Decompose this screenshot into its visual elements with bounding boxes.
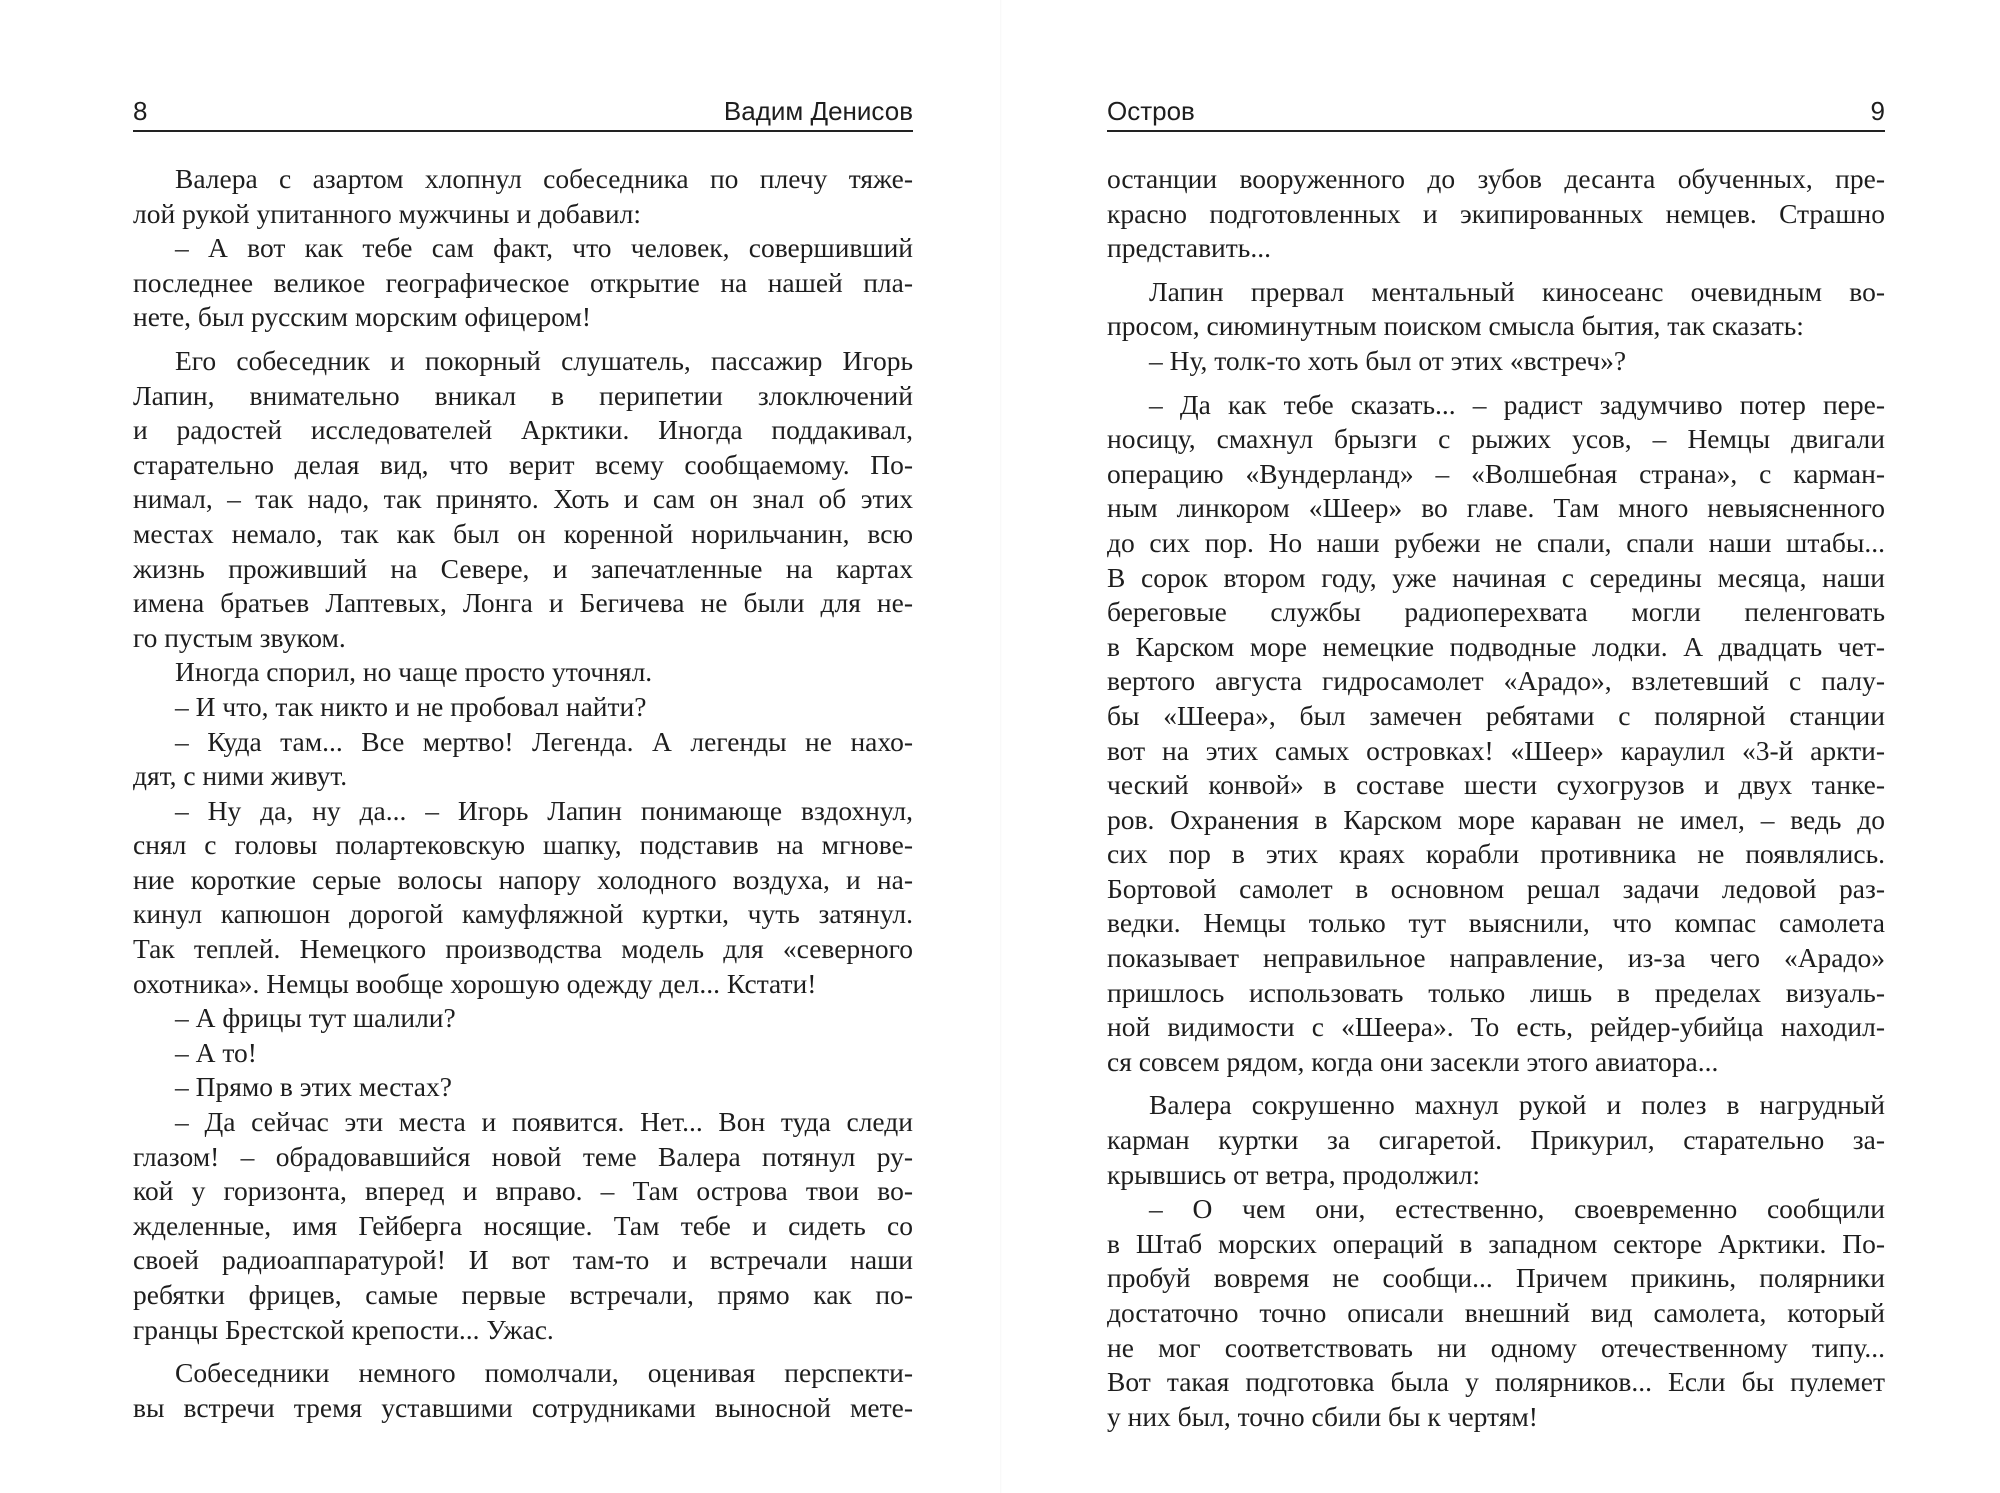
- text-line: ным линкором «Шеер» во главе. Там много невыясненного: [1107, 492, 1885, 524]
- book-title-header: Остров: [1107, 96, 1195, 126]
- text-line: крывшись от ветра, продолжил:: [1107, 1158, 1481, 1190]
- paragraph-gap: [1107, 379, 1885, 388]
- paragraph-gap: [1107, 1079, 1885, 1088]
- text-line: пришлось использовать только лишь в пределах визуаль-: [1107, 976, 1885, 1008]
- text-line: и радостей исследователей Арктики. Иногда поддакивал,: [133, 414, 913, 446]
- text-line: в Штаб морских операций в западном секторе Арктики. По-: [1107, 1227, 1885, 1259]
- text-line: останции вооруженного до зубов десанта обученных, пре-: [1107, 163, 1885, 194]
- text-line: ся совсем рядом, когда они засекли этого авиатора...: [1107, 1045, 1719, 1077]
- text-line: жделенные, имя Гейберга носящие. Там тебе и сидеть со: [133, 1209, 913, 1241]
- page-number: 8: [133, 96, 148, 126]
- text-line: у них был, точно сбили бы к чертям!: [1107, 1400, 1538, 1432]
- text-line: просом, сиюминутным поиском смысла бытия, так сказать:: [1107, 310, 1804, 342]
- text-line: Валера сокрушенно махнул рукой и полез в нагрудный: [1149, 1089, 1885, 1121]
- text-line: снял с головы полартековскую шапку, подставив на мгнове-: [133, 829, 913, 861]
- text-line: сих пор в этих краях корабли противника не появлялись.: [1107, 838, 1885, 870]
- text-line: кинул капюшон дорогой камуфляжной куртки, чуть затянул.: [133, 898, 913, 930]
- text-line: ведки. Немцы только тут выяснили, что компас самолета: [1107, 907, 1885, 939]
- text-line: Собеседники немного помолчали, оценивая перспекти-: [175, 1357, 913, 1389]
- text-line: го пустым звуком.: [133, 621, 346, 653]
- text-line: Иногда спорил, но чаще просто уточнял.: [175, 656, 653, 688]
- text-line: – Куда там... Все мертво! Легенда. А легенды не нахо-: [175, 725, 913, 757]
- text-line: – Прямо в этих местах?: [175, 1071, 452, 1103]
- text-line: достаточно точно описали внешний вид самолета, который: [1107, 1297, 1885, 1328]
- text-line: не мог соответствовать ни одному отечественному типу...: [1107, 1331, 1885, 1363]
- paragraph-gap: [133, 1347, 913, 1356]
- text-line: Его собеседник и покорный слушатель, пассажир Игорь: [175, 344, 913, 376]
- text-line: Вот такая подготовка была у полярников... Если бы пулемет: [1107, 1366, 1885, 1398]
- text-line: Лапин, внимательно вникал в перипетии злоключений: [133, 379, 913, 411]
- text-line: В сорок втором году, уже начиная с середины месяца, наши: [1107, 561, 1885, 593]
- text-line: нете, был русским морским офицером!: [133, 301, 592, 333]
- text-line: местах немало, так как был он коренной норильчанин, всю: [133, 517, 913, 549]
- text-line: – А то!: [175, 1036, 257, 1068]
- text-line: в Карском море немецкие подводные лодки. А двадцать чет-: [1107, 630, 1885, 662]
- text-line: Бортовой самолет в основном решал задачи ледовой раз-: [1107, 872, 1885, 904]
- text-line: ров. Охранения в Карском море караван не имел, – ведь до: [1107, 803, 1885, 835]
- text-line: – Да как тебе сказать... – радист задумчиво потер пере-: [1149, 388, 1885, 420]
- left-page: [133, 92, 913, 1425]
- text-line: ребятки фрицев, самые первые встречали, прямо как по-: [133, 1279, 913, 1310]
- text-line: глазом! – обрадовавшийся новой теме Валера потянул ру-: [133, 1140, 913, 1172]
- text-line: Так теплей. Немецкого производства модель для «северного: [133, 933, 913, 965]
- text-line: – А вот как тебе сам факт, что человек, совершивший: [175, 232, 913, 264]
- paragraph-gap: [1107, 266, 1885, 275]
- text-line: нимал, – так надо, так принято. Хоть и сам он знал об этих: [133, 483, 913, 515]
- right-running-head: [1107, 92, 1885, 132]
- text-line: – Ну да, ну да... – Игорь Лапин понимающе вздохнул,: [175, 794, 913, 826]
- text-line: охотника». Немцы вообще хорошую одежду дел... Кстати!: [133, 967, 817, 999]
- text-line: – Ну, толк-то хоть был от этих «встреч»?: [1149, 344, 1627, 376]
- text-line: своей радиоаппаратурой! И вот там-то и встречали наши: [133, 1244, 913, 1276]
- text-line: последнее великое географическое открытие на нашей пла-: [133, 266, 913, 298]
- text-line: вот на этих самых островках! «Шеер» караулил «3-й аркти-: [1107, 734, 1885, 766]
- text-line: красно подготовленных и экипированных немцев. Страшно: [1107, 197, 1885, 229]
- text-line: кой у горизонта, вперед и вправо. – Там острова твои во-: [133, 1175, 913, 1207]
- text-line: вертого августа гидросамолет «Арадо», взлетевший с палу-: [1107, 665, 1885, 697]
- text-line: ческий конвой» в составе шести сухогрузов и двух танке-: [1107, 769, 1885, 801]
- text-line: представить...: [1107, 232, 1271, 264]
- right-page: [1107, 92, 1885, 1434]
- page-number: 9: [1870, 96, 1885, 126]
- page-fold: [1000, 0, 1002, 1493]
- text-line: бы «Шеера», был замечен ребятами с полярной станции: [1107, 699, 1885, 731]
- right-page-text: [1107, 162, 1885, 1434]
- text-line: ние короткие серые волосы напору холодного воздуха, и на-: [133, 863, 913, 895]
- text-line: Валера с азартом хлопнул собеседника по плечу тяже-: [175, 163, 913, 194]
- text-line: карман куртки за сигаретой. Прикурил, старательно за-: [1107, 1124, 1885, 1156]
- left-running-head: [133, 92, 913, 132]
- text-line: гранцы Брестской крепости... Ужас.: [133, 1313, 554, 1345]
- text-line: носицу, смахнул брызги с рыжих усов, – Немцы двигали: [1107, 423, 1885, 455]
- text-line: старательно делая вид, что верит всему сообщаемому. По-: [133, 448, 913, 480]
- text-line: операцию «Вундерланд» – «Волшебная страна», с карман-: [1107, 457, 1885, 489]
- text-line: до сих пор. Но наши рубежи не спали, спали наши штабы...: [1107, 526, 1885, 558]
- text-line: береговые службы радиоперехвата могли пеленговать: [1107, 596, 1885, 628]
- text-line: Лапин прервал ментальный киносеанс очевидным во-: [1149, 275, 1885, 307]
- left-page-text: [133, 162, 913, 1425]
- text-line: имена братьев Лаптевых, Лонга и Бегичева не были для не-: [133, 587, 913, 619]
- paragraph-gap: [133, 335, 913, 344]
- text-line: дят, с ними живут.: [133, 760, 348, 792]
- text-line: показывает неправильное направление, из-за чего «Арадо»: [1107, 942, 1885, 974]
- text-line: вы встречи тремя уставшими сотрудниками выносной мете-: [133, 1391, 913, 1423]
- text-line: – И что, так никто и не пробовал найти?: [175, 690, 647, 722]
- text-line: лой рукой упитанного мужчины и добавил:: [133, 197, 641, 229]
- text-line: – А фрицы тут шалили?: [175, 1002, 456, 1034]
- text-line: жизнь проживший на Севере, и запечатленные на картах: [133, 552, 913, 584]
- text-line: пробуй вовремя не сообщи... Причем прикинь, полярники: [1107, 1262, 1885, 1294]
- author-header: Вадим Денисов: [723, 96, 913, 126]
- text-line: – О чем они, естественно, своевременно сообщили: [1149, 1193, 1885, 1225]
- text-line: ной видимости с «Шеера». То есть, рейдер-убийца находил-: [1107, 1011, 1885, 1043]
- text-line: – Да сейчас эти места и появится. Нет... Вон туда следи: [175, 1106, 913, 1138]
